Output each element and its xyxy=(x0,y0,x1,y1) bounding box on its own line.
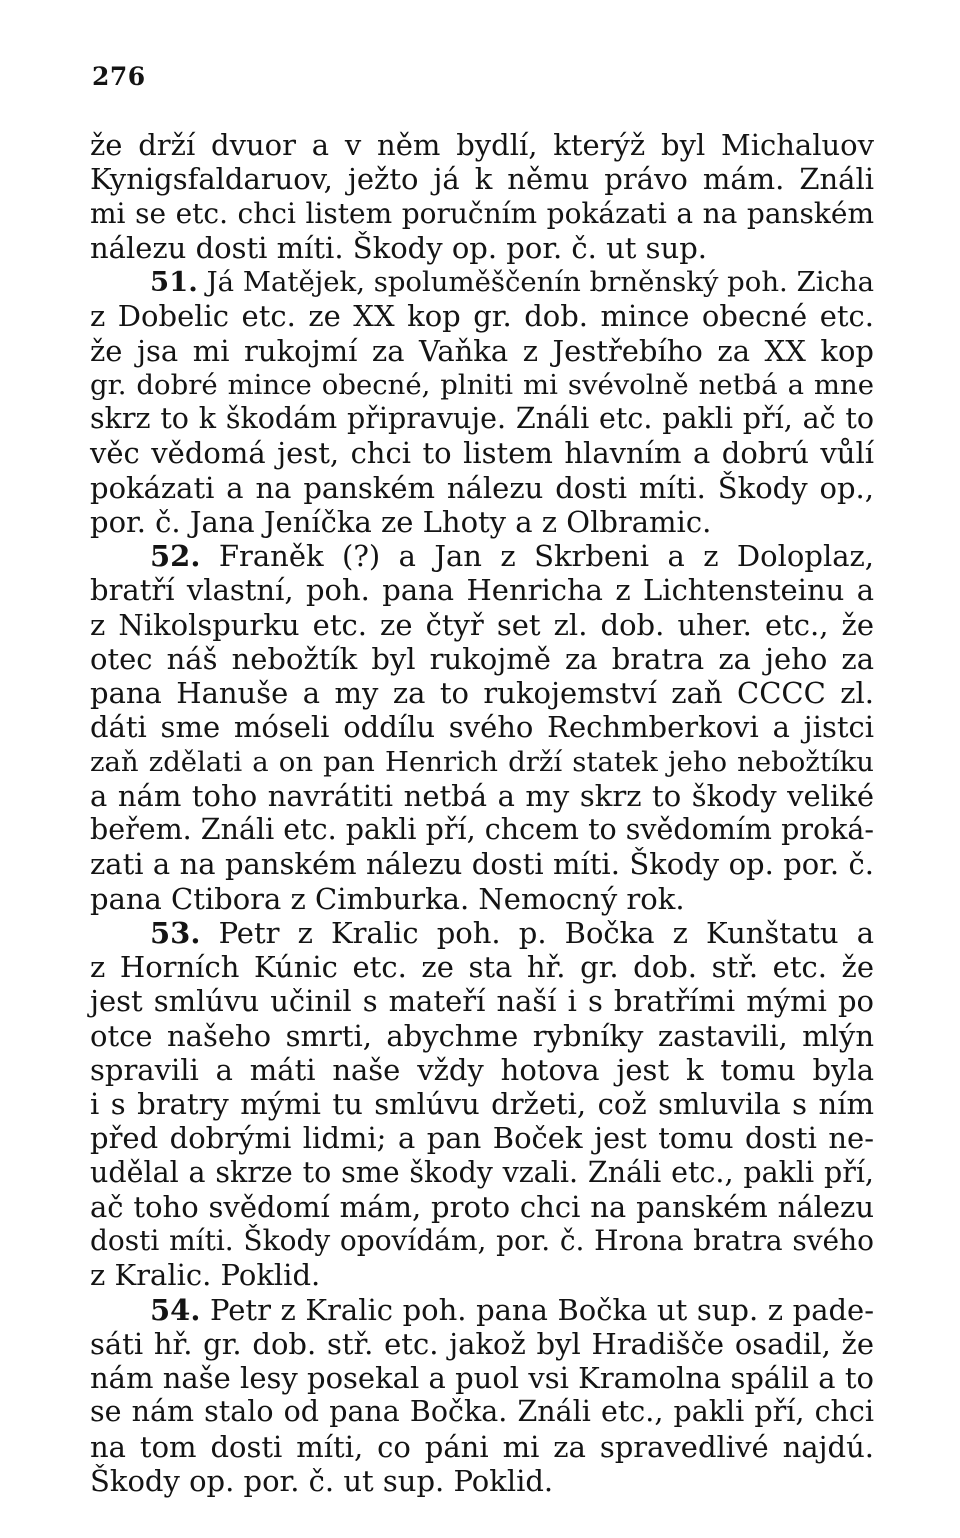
line-text: pana Ctibora z Cimburka. Nemocný rok. xyxy=(90,881,685,916)
line-text: Petr z Kralic poh. pana Bočka ut sup. z pade- xyxy=(210,1292,875,1327)
text-line xyxy=(90,1395,874,1429)
line-text: pana Hanuše a my za to rukojemství zaň CCCC zl. xyxy=(90,676,874,710)
text-line xyxy=(90,608,874,642)
text-line xyxy=(90,847,874,881)
text-line xyxy=(90,334,874,368)
text-line xyxy=(90,1053,874,1087)
line-text: z Horních Kúnic etc. ze sta hř. gr. dob. stř. etc. že xyxy=(90,950,874,984)
text-line xyxy=(90,197,874,231)
text-line xyxy=(90,1464,874,1498)
text-line xyxy=(90,710,874,744)
line-text: zati a na panském nálezu dosti míti. Škody op. por. č. xyxy=(90,847,874,882)
text-line xyxy=(90,1327,874,1361)
text-line xyxy=(90,505,874,539)
line-text: udělal a skrze to sme škody vzali. Ználi etc., pakli pří, xyxy=(90,1155,874,1189)
text-line xyxy=(90,1121,874,1155)
line-text: spravili a máti naše vždy hotova jest k tomu byla xyxy=(90,1052,874,1087)
entry-first-line xyxy=(90,265,874,299)
text-line xyxy=(90,471,874,505)
text-line xyxy=(90,436,874,470)
text-line xyxy=(90,1361,874,1395)
line-text: i s bratry mými tu smlúvu držeti, což smluvila s ním xyxy=(90,1087,874,1121)
line-text: otce našeho smrti, abychme rybníky zastavili, mlýn xyxy=(90,1018,874,1053)
text-line xyxy=(90,1430,874,1464)
line-text: Petr z Kralic poh. p. Bočka z Kunštatu a xyxy=(218,915,874,950)
line-text: věc vědomá jest, chci to listem hlavním a dobrú vůlí xyxy=(90,436,874,471)
text-line xyxy=(90,676,874,710)
line-text: mi se etc. chci listem poručním pokázati a na panském xyxy=(90,196,874,230)
text-line xyxy=(90,128,874,162)
text-line xyxy=(90,984,874,1018)
text-line xyxy=(90,402,874,436)
entry-number: 53. xyxy=(150,915,201,950)
line-text: Škody op. por. č. ut sup. Poklid. xyxy=(90,1463,554,1498)
line-text: ač toho svědomí mám, proto chci na panském nálezu xyxy=(90,1189,874,1224)
text-line xyxy=(90,642,874,676)
text-line xyxy=(90,573,874,607)
text-line xyxy=(90,1224,874,1258)
line-text: že jsa mi rukojmí za Vaňka z Jestřebího za XX kop xyxy=(90,333,874,368)
line-text: Kynigsfaldaruov, ježto já k němu právo mám. Ználi xyxy=(90,162,874,197)
line-text: Já Matějek, spoluměščenín brněnský poh. Zicha xyxy=(206,266,874,298)
entry-first-line xyxy=(90,1293,874,1327)
line-text: gr. dobré mince obecné, plniti mi svévolně netbá a mne xyxy=(90,368,874,401)
text-line xyxy=(90,231,874,265)
entry-number: 52. xyxy=(150,539,201,573)
text-line xyxy=(90,882,874,916)
text-line xyxy=(90,779,874,813)
line-text: že drží dvuor a v něm bydlí, kterýž byl Michaluov xyxy=(90,128,874,162)
text-line xyxy=(90,1156,874,1190)
text-line xyxy=(90,162,874,196)
line-text: jest smlúvu učinil s mateří naší i s bratřími mými po xyxy=(90,984,874,1019)
text-line xyxy=(90,1190,874,1224)
page-number: 276 xyxy=(92,62,146,91)
line-text: před dobrými lidmi; a pan Boček jest tomu dosti ne- xyxy=(90,1121,874,1156)
line-text: sáti hř. gr. dob. stř. etc. jakož byl Hradišče osadil, že xyxy=(90,1326,874,1361)
entry-number: 51. xyxy=(150,266,198,298)
line-text: z Nikolspurku etc. ze čtyř set zl. dob. uher. etc., že xyxy=(90,607,874,642)
line-text: a nám toho navrátiti netbá a my skrz to škody veliké xyxy=(90,778,874,813)
entry-number: 54. xyxy=(150,1292,201,1327)
entry-first-line xyxy=(90,539,874,573)
line-text: zaň zdělati a on pan Henrich drží statek jeho nebožtíku xyxy=(90,745,874,778)
line-text: na tom dosti míti, co páni mi za spravedlivé najdú. xyxy=(90,1429,874,1464)
line-text: z Kralic. Poklid. xyxy=(90,1258,321,1293)
text-line xyxy=(90,1019,874,1053)
line-text: Franěk (?) a Jan z Skrbeni a z Doloplaz, xyxy=(218,539,875,573)
line-text: dáti sme móseli oddílu svého Rechmberkovi a jistci xyxy=(90,710,874,745)
text-line xyxy=(90,1258,874,1292)
line-text: nálezu dosti míti. Škody op. por. č. ut sup. xyxy=(90,230,708,265)
text-line xyxy=(90,299,874,333)
text-line xyxy=(90,745,874,779)
line-text: otec náš nebožtík byl rukojmě za bratra za jeho za xyxy=(90,641,874,676)
entry-first-line xyxy=(90,916,874,950)
line-text: se nám stalo od pana Bočka. Ználi etc., pakli pří, chci xyxy=(90,1395,874,1429)
line-text: z Dobelic etc. ze XX kop gr. dob. mince obecné etc. xyxy=(90,299,874,334)
line-text: skrz to k škodám připravuje. Ználi etc. pakli pří, ač to xyxy=(90,402,874,435)
body-text xyxy=(90,128,874,1498)
line-text: beřem. Ználi etc. pakli pří, chcem to svědomím proká- xyxy=(90,813,874,846)
line-text: nám naše lesy posekal a puol vsi Kramolna spálil a to xyxy=(90,1361,874,1395)
text-line xyxy=(90,368,874,402)
line-text: dosti míti. Škody opovídám, por. č. Hrona bratra svého xyxy=(90,1224,874,1257)
line-text: bratří vlastní, poh. pana Henricha z Lichtensteinu a xyxy=(90,573,874,608)
text-line xyxy=(90,813,874,847)
line-text: pokázati a na panském nálezu dosti míti. Škody op., xyxy=(90,470,874,505)
text-line xyxy=(90,950,874,984)
line-text: por. č. Jana Jeníčka ze Lhoty a z Olbramic. xyxy=(90,504,712,539)
text-line xyxy=(90,1087,874,1121)
